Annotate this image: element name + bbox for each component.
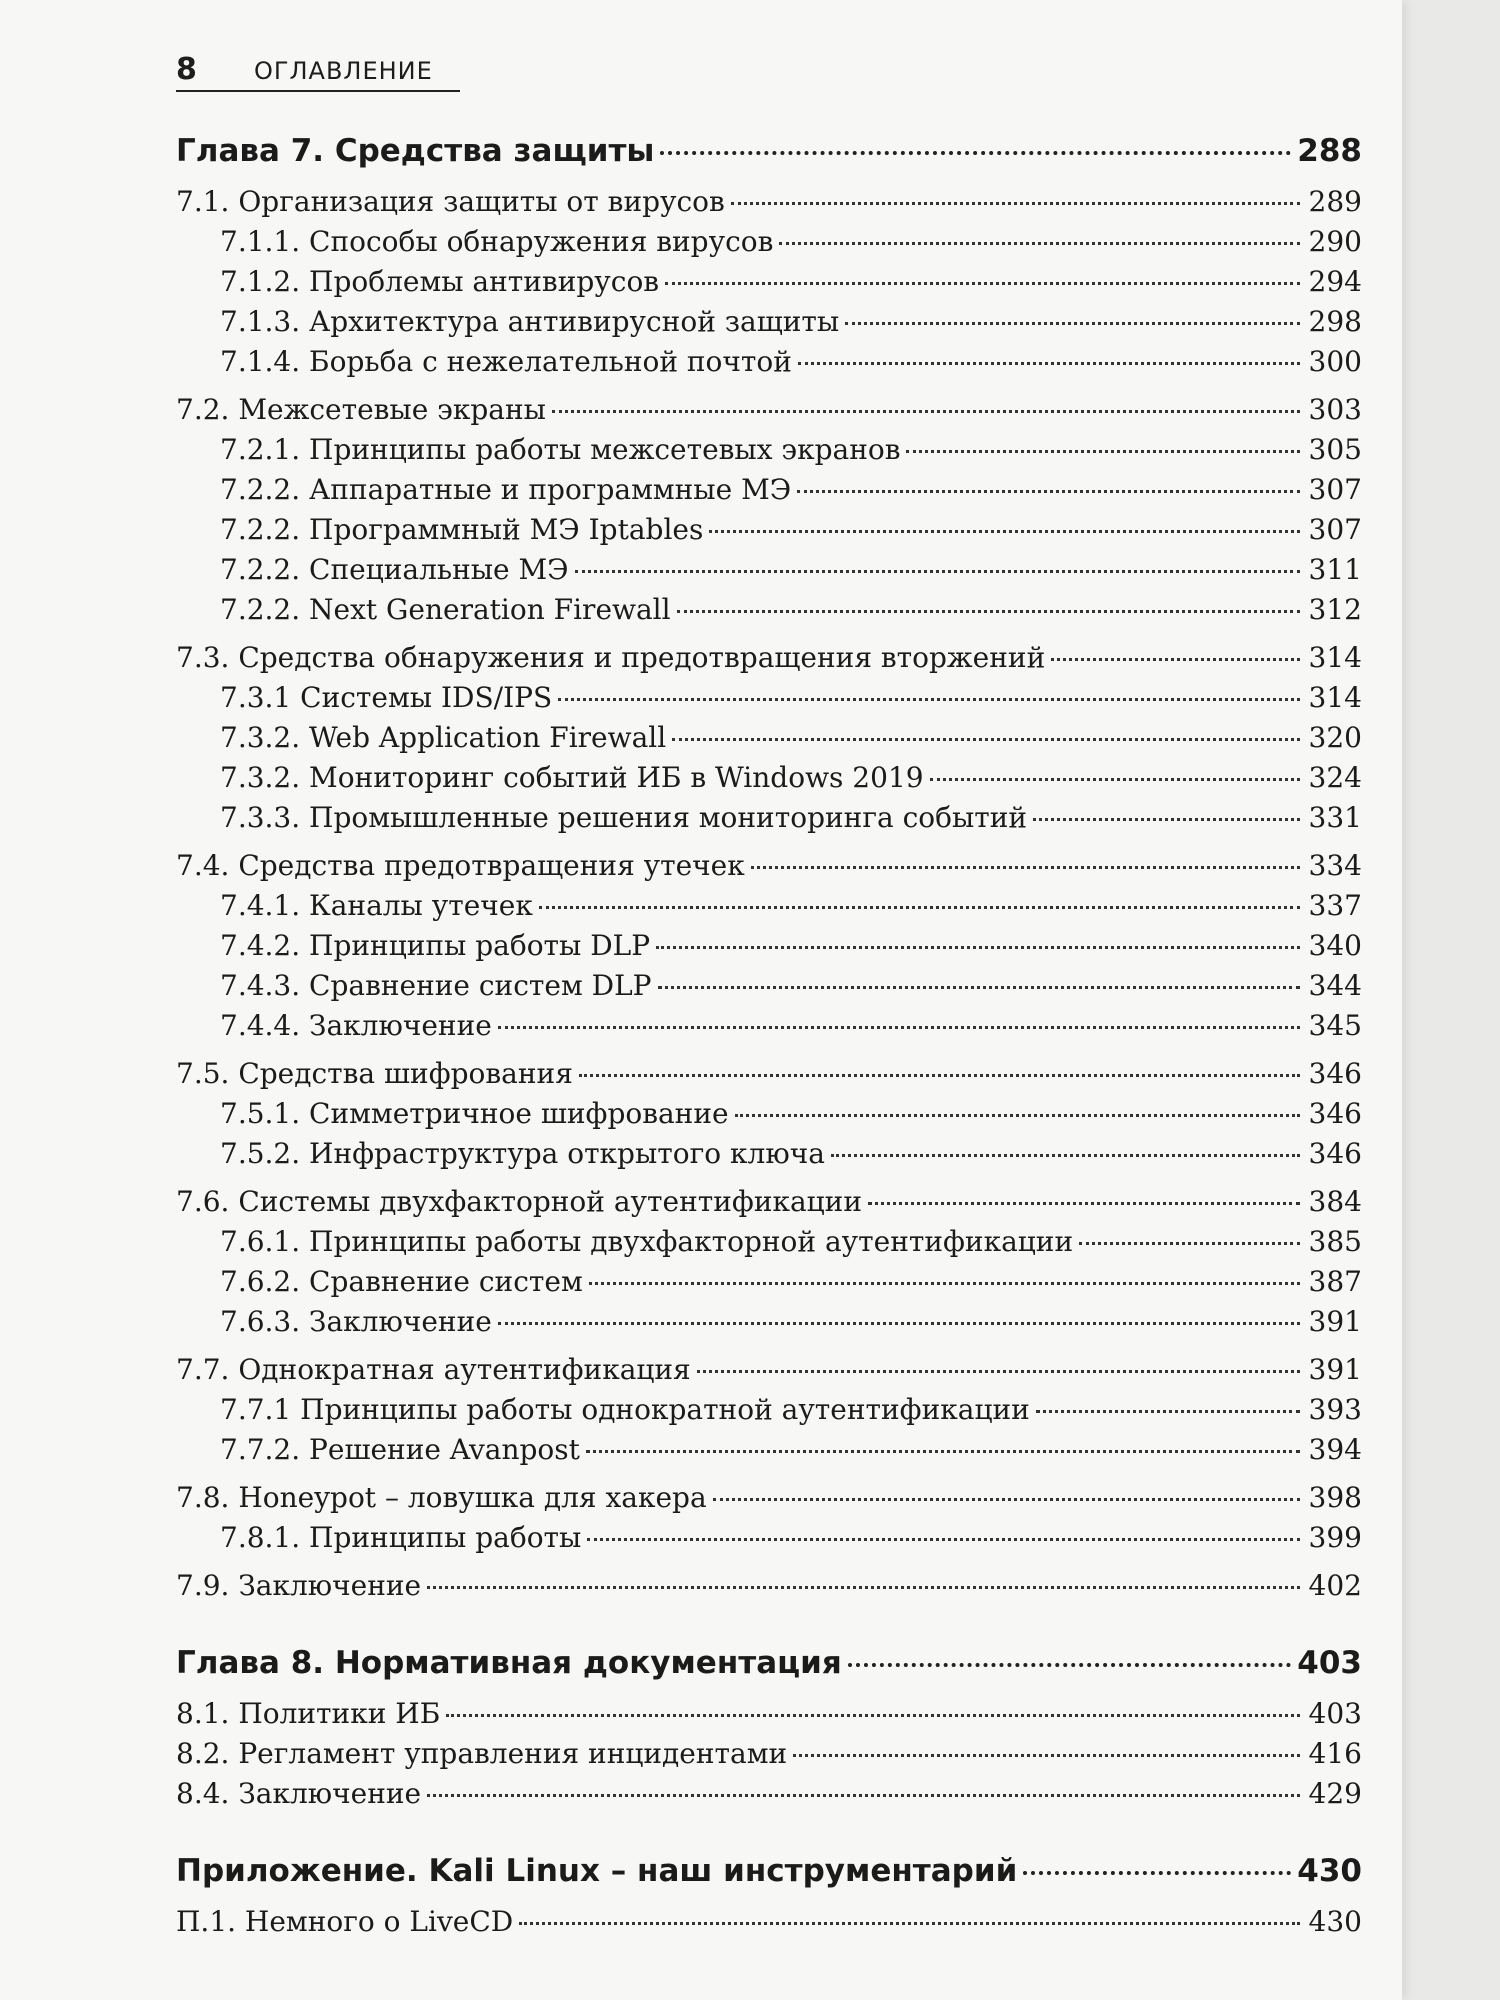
toc-entry-page: 290 <box>1308 225 1362 258</box>
toc-entry-title: 7.6. Системы двухфакторной аутентификации <box>176 1185 862 1218</box>
running-title: ОГЛАВЛЕНИЕ <box>253 57 433 85</box>
dot-leader <box>446 1714 1300 1717</box>
dot-leader <box>798 362 1300 365</box>
spacer <box>176 382 1362 390</box>
toc-entry <box>176 182 1362 222</box>
toc-entry-page: 298 <box>1308 305 1362 338</box>
page-header <box>176 52 433 87</box>
toc-entry-page: 387 <box>1308 1265 1362 1298</box>
dot-leader <box>731 202 1300 205</box>
dot-leader <box>672 738 1300 741</box>
toc-entry <box>176 1222 1362 1262</box>
toc-entry <box>176 1134 1362 1174</box>
toc-entry-title: 7.7. Однократная аутентификация <box>176 1353 691 1386</box>
toc-entry-title: 7.2.1. Принципы работы межсетевых экранов <box>220 433 901 466</box>
toc-chapter-entry <box>176 1640 1362 1686</box>
dot-leader <box>586 1450 1300 1453</box>
toc-entry-page: 398 <box>1308 1481 1362 1514</box>
toc-entry-title: 7.8.1. Принципы работы <box>220 1521 582 1554</box>
toc-entry <box>176 550 1362 590</box>
toc-entry-title: Глава 7. Средства защиты <box>176 133 655 169</box>
toc-entry <box>176 430 1362 470</box>
toc-entry-title: 7.7.1 Принципы работы однократной аутентификации <box>220 1393 1030 1426</box>
toc-chapter-entry <box>176 128 1362 174</box>
toc-entry <box>176 1094 1362 1134</box>
spacer <box>176 838 1362 846</box>
dot-leader <box>1036 1410 1300 1413</box>
toc-entry <box>176 718 1362 758</box>
dot-leader <box>656 946 1300 949</box>
dot-leader <box>1023 1871 1291 1875</box>
toc-entry <box>176 222 1362 262</box>
toc-entry <box>176 886 1362 926</box>
toc-entry-page: 346 <box>1308 1097 1362 1130</box>
toc-entry-page: 289 <box>1308 185 1362 218</box>
spacer <box>176 1686 1362 1694</box>
dot-leader <box>831 1154 1300 1157</box>
dot-leader <box>519 1922 1300 1925</box>
toc-entry-title: Глава 8. Нормативная документация <box>176 1645 842 1681</box>
spacer <box>176 1046 1362 1054</box>
toc-entry-page: 391 <box>1308 1353 1362 1386</box>
toc-entry-title: П.1. Немного о LiveCD <box>176 1905 514 1938</box>
toc-entry-title: 7.3.3. Промышленные решения мониторинга событий <box>220 801 1028 834</box>
toc-entry <box>176 1054 1362 1094</box>
dot-leader <box>427 1794 1300 1797</box>
dot-leader <box>697 1370 1300 1373</box>
toc-entry <box>176 1694 1362 1734</box>
dot-leader <box>797 490 1300 493</box>
toc-entry-page: 403 <box>1308 1697 1362 1730</box>
toc-entry-page: 307 <box>1308 513 1362 546</box>
dot-leader <box>930 778 1300 781</box>
toc-entry-title: 7.3. Средства обнаружения и предотвращения вторжений <box>176 641 1046 674</box>
dot-leader <box>558 698 1300 701</box>
toc-entry-title: 7.6.1. Принципы работы двухфакторной аутентификации <box>220 1225 1074 1258</box>
toc-entry-title: 7.4. Средства предотвращения утечек <box>176 849 745 882</box>
toc-entry-title: 7.1. Организация защиты от вирусов <box>176 185 725 218</box>
toc-entry-page: 430 <box>1308 1905 1362 1938</box>
toc-entry-page: 344 <box>1308 969 1362 1002</box>
dot-leader <box>793 1754 1300 1757</box>
spacer <box>176 1894 1362 1902</box>
toc-entry-title: 8.4. Заключение <box>176 1777 422 1810</box>
toc-entry-title: 7.3.2. Web Application Firewall <box>220 721 667 754</box>
toc-entry <box>176 846 1362 886</box>
toc-entry-title: 7.2. Межсетевые экраны <box>176 393 546 426</box>
toc-entry <box>176 1566 1362 1606</box>
toc-entry-title: 7.8. Honeypot – ловушка для хакера <box>176 1481 707 1514</box>
toc-entry <box>176 966 1362 1006</box>
toc-entry <box>176 342 1362 382</box>
toc-entry-page: 314 <box>1308 681 1362 714</box>
toc-entry-page: 429 <box>1308 1777 1362 1810</box>
dot-leader <box>587 1538 1300 1541</box>
toc-entry-page: 320 <box>1308 721 1362 754</box>
dot-leader <box>658 986 1300 989</box>
toc-entry <box>176 678 1362 718</box>
dot-leader <box>575 570 1300 573</box>
toc-entry-page: 305 <box>1308 433 1362 466</box>
toc-entry <box>176 390 1362 430</box>
toc-entry <box>176 1774 1362 1814</box>
toc-entry <box>176 758 1362 798</box>
toc-entry <box>176 798 1362 838</box>
toc-entry-title: 7.5. Средства шифрования <box>176 1057 573 1090</box>
toc-entry-title: 8.1. Политики ИБ <box>176 1697 441 1730</box>
toc-entry-page: 394 <box>1308 1433 1362 1466</box>
toc-entry-page: 402 <box>1308 1569 1362 1602</box>
dot-leader <box>751 866 1300 869</box>
toc-entry-title: 7.7.2. Решение Avanpost <box>220 1433 580 1466</box>
dot-leader <box>845 322 1300 325</box>
dot-leader <box>713 1498 1300 1501</box>
toc-entry <box>176 302 1362 342</box>
toc-entry-page: 337 <box>1308 889 1362 922</box>
toc-entry-title: 7.2.2. Программный МЭ Iptables <box>220 513 704 546</box>
spacer <box>176 1814 1362 1848</box>
toc-entry <box>176 1518 1362 1558</box>
toc-entry <box>176 1350 1362 1390</box>
toc-entry <box>176 470 1362 510</box>
toc-entry <box>176 1006 1362 1046</box>
dot-leader <box>498 1322 1300 1325</box>
toc-entry-page: 345 <box>1308 1009 1362 1042</box>
toc-entry-page: 340 <box>1308 929 1362 962</box>
dot-leader <box>848 1663 1292 1667</box>
dot-leader <box>589 1282 1300 1285</box>
toc-entry <box>176 1262 1362 1302</box>
toc-entry <box>176 1430 1362 1470</box>
toc-entry-page: 307 <box>1308 473 1362 506</box>
toc-entry-page: 311 <box>1308 553 1362 586</box>
toc-entry-page: 288 <box>1297 133 1362 169</box>
spacer <box>176 1606 1362 1640</box>
toc-entry-title: 7.4.1. Каналы утечек <box>220 889 533 922</box>
toc-entry-title: 7.5.2. Инфраструктура открытого ключа <box>220 1137 825 1170</box>
toc-entry-page: 416 <box>1308 1737 1362 1770</box>
toc-entry <box>176 1390 1362 1430</box>
dot-leader <box>539 906 1300 909</box>
table-of-contents <box>176 128 1362 1942</box>
toc-entry-page: 391 <box>1308 1305 1362 1338</box>
spacer <box>176 1470 1362 1478</box>
toc-entry-title: 7.4.2. Принципы работы DLP <box>220 929 651 962</box>
toc-entry-title: 7.2.2. Next Generation Firewall <box>220 593 671 626</box>
toc-entry-title: 7.2.2. Аппаратные и программные МЭ <box>220 473 792 506</box>
dot-leader <box>779 242 1300 245</box>
dot-leader <box>498 1026 1300 1029</box>
header-rule <box>176 90 460 92</box>
toc-entry-title: 7.1.1. Способы обнаружения вирусов <box>220 225 774 258</box>
toc-entry-page: 303 <box>1308 393 1362 426</box>
toc-entry-title: 8.2. Регламент управления инцидентами <box>176 1737 788 1770</box>
toc-entry-title: 7.2.2. Специальные МЭ <box>220 553 569 586</box>
toc-entry <box>176 262 1362 302</box>
toc-entry-page: 385 <box>1308 1225 1362 1258</box>
dot-leader <box>906 450 1300 453</box>
toc-entry-title: Приложение. Kali Linux – наш инструментарий <box>176 1853 1018 1889</box>
dot-leader <box>1079 1242 1300 1245</box>
toc-entry-title: 7.6.3. Заключение <box>220 1305 492 1338</box>
toc-entry <box>176 1902 1362 1942</box>
toc-entry <box>176 926 1362 966</box>
toc-entry-title: 7.5.1. Симметричное шифрование <box>220 1097 729 1130</box>
toc-entry-title: 7.1.2. Проблемы антивирусов <box>220 265 660 298</box>
dot-leader <box>579 1074 1300 1077</box>
toc-entry-page: 312 <box>1308 593 1362 626</box>
toc-entry-title: 7.1.4. Борьба с нежелательной почтой <box>220 345 792 378</box>
toc-entry <box>176 1734 1362 1774</box>
toc-entry <box>176 638 1362 678</box>
dot-leader <box>552 410 1300 413</box>
toc-entry-title: 7.3.2. Мониторинг событий ИБ в Windows 2019 <box>220 761 924 794</box>
spacer <box>176 630 1362 638</box>
toc-entry-page: 294 <box>1308 265 1362 298</box>
toc-entry-title: 7.6.2. Сравнение систем <box>220 1265 583 1298</box>
dot-leader <box>868 1202 1300 1205</box>
toc-entry-page: 346 <box>1308 1137 1362 1170</box>
toc-entry-page: 334 <box>1308 849 1362 882</box>
toc-entry <box>176 1478 1362 1518</box>
toc-entry-page: 300 <box>1308 345 1362 378</box>
toc-entry <box>176 590 1362 630</box>
toc-entry-title: 7.9. Заключение <box>176 1569 422 1602</box>
toc-entry <box>176 1302 1362 1342</box>
dot-leader <box>1051 658 1300 661</box>
toc-entry-title: 7.4.3. Сравнение систем DLP <box>220 969 652 1002</box>
toc-entry-page: 324 <box>1308 761 1362 794</box>
dot-leader <box>709 530 1300 533</box>
toc-entry <box>176 1182 1362 1222</box>
toc-entry-page: 384 <box>1308 1185 1362 1218</box>
toc-entry-page: 403 <box>1297 1645 1362 1681</box>
page-number: 8 <box>176 52 197 87</box>
toc-entry-page: 430 <box>1297 1853 1362 1889</box>
dot-leader <box>665 282 1300 285</box>
toc-entry-title: 7.4.4. Заключение <box>220 1009 492 1042</box>
toc-entry <box>176 510 1362 550</box>
spacer <box>176 174 1362 182</box>
dot-leader <box>427 1586 1300 1589</box>
toc-entry-page: 314 <box>1308 641 1362 674</box>
toc-entry-title: 7.1.3. Архитектура антивирусной защиты <box>220 305 840 338</box>
spacer <box>176 1558 1362 1566</box>
toc-entry-page: 393 <box>1308 1393 1362 1426</box>
dot-leader <box>1033 818 1300 821</box>
dot-leader <box>735 1114 1300 1117</box>
spacer <box>176 1174 1362 1182</box>
toc-chapter-entry <box>176 1848 1362 1894</box>
toc-entry-page: 346 <box>1308 1057 1362 1090</box>
dot-leader <box>660 151 1291 155</box>
toc-entry-page: 331 <box>1308 801 1362 834</box>
spacer <box>176 1342 1362 1350</box>
dot-leader <box>677 610 1300 613</box>
toc-entry-title: 7.3.1 Системы IDS/IPS <box>220 681 553 714</box>
toc-entry-page: 399 <box>1308 1521 1362 1554</box>
